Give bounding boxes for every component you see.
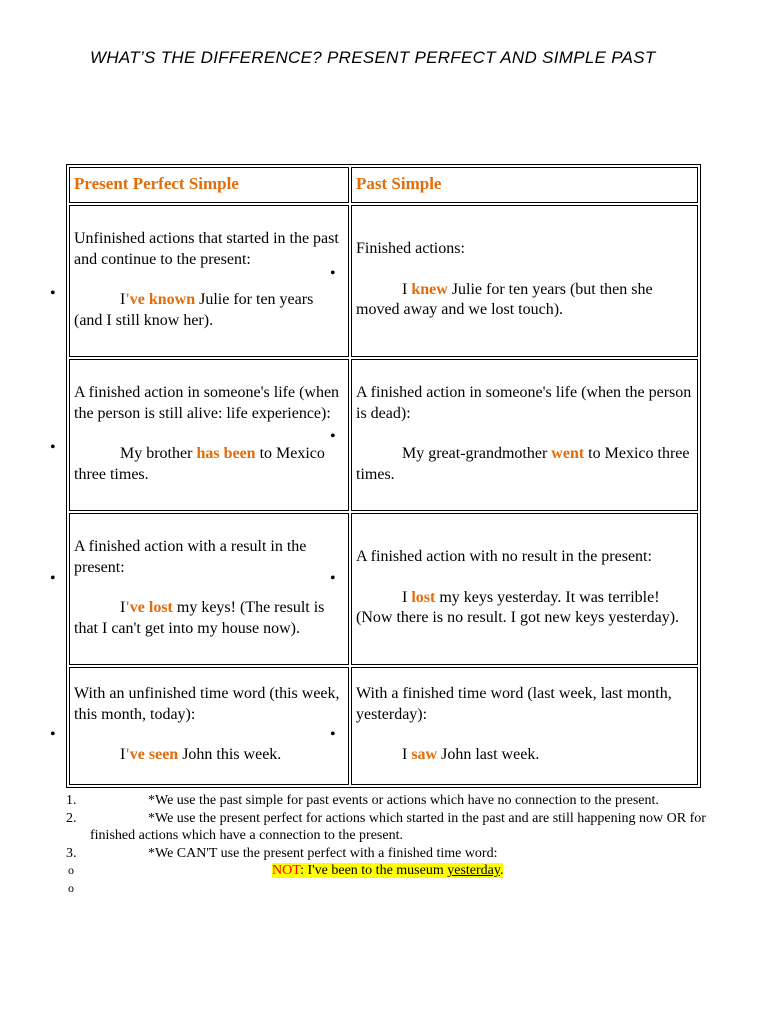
cell-rule: Unfinished actions that started in the past and continue to the present: xyxy=(74,230,339,268)
cell-rule: A finished action in someone's life (when the person is still alive: life experience): xyxy=(74,384,340,422)
page-title: WHAT’S THE DIFFERENCE? PRESENT PERFECT AND SIMPLE PAST xyxy=(90,48,656,67)
header-past-simple: Past Simple xyxy=(351,167,698,203)
bullet-marker: • xyxy=(330,726,336,743)
header-present-perfect: Present Perfect Simple xyxy=(69,167,349,203)
bullet-marker: • xyxy=(330,428,336,445)
list-number: 1. xyxy=(66,793,77,808)
list-number: 3. xyxy=(66,845,77,861)
list-item xyxy=(66,810,706,845)
circle-bullet: o xyxy=(68,863,74,877)
cell-example: I've seen John this week. xyxy=(120,746,282,764)
table-cell xyxy=(351,513,698,665)
not-example: NOT: I've been to the museum yesterday. xyxy=(272,863,504,878)
cell-example: I knew Julie for ten years (but then she moved away and we lost touch). xyxy=(356,280,653,319)
not-label: NOT xyxy=(272,863,301,878)
cell-example: I've lost my keys! (The result is that I can't get into my house now). xyxy=(74,599,325,637)
table-row xyxy=(69,667,698,785)
table-cell xyxy=(351,667,698,785)
note-text: *We CAN'T use the present perfect with a finished time word: xyxy=(148,845,498,861)
table-cell xyxy=(351,205,698,357)
table-cell xyxy=(351,359,698,511)
notes-list xyxy=(66,792,706,898)
example-item xyxy=(66,862,706,880)
cell-example: My great-grandmother went to Mexico three times. xyxy=(356,445,690,483)
verb-highlight: knew xyxy=(411,280,448,298)
cell-rule: Finished actions: xyxy=(356,240,465,258)
list-number: 2. xyxy=(66,810,77,826)
bullet-marker: • xyxy=(50,285,56,302)
list-item xyxy=(66,792,706,810)
cell-example: My brother has been to Mexico three times. xyxy=(74,445,325,483)
verb-highlight: saw xyxy=(411,746,438,764)
table-row xyxy=(69,205,698,357)
comparison-table xyxy=(66,164,701,788)
verb-highlight: lost xyxy=(411,588,436,606)
cell-rule: A finished action with no result in the present: xyxy=(356,548,652,566)
table-cell xyxy=(69,667,349,785)
table-cell xyxy=(69,359,349,511)
cell-rule: With a finished time word (last week, last month, yesterday): xyxy=(356,685,672,723)
cell-example: I saw John last week. xyxy=(402,746,540,764)
cell-rule: With an unfinished time word (this week, this month, today): xyxy=(74,685,340,723)
verb-highlight: 've lost xyxy=(125,599,173,616)
cell-example: I lost my keys yesterday. It was terrible! (Now there is no result. I got new keys yesterday). xyxy=(356,588,680,627)
cell-example: I've known Julie for ten years (and I still know her). xyxy=(74,291,314,329)
bullet-marker: • xyxy=(50,726,56,743)
table-row xyxy=(69,359,698,511)
cell-rule: A finished action with a result in the present: xyxy=(74,538,307,576)
table-cell xyxy=(69,205,349,357)
verb-highlight: went xyxy=(551,445,585,462)
bullet-marker: • xyxy=(50,439,56,456)
empty-item xyxy=(66,880,706,898)
verb-highlight: has been xyxy=(196,445,256,462)
verb-highlight: 've known xyxy=(125,291,196,308)
bullet-marker: • xyxy=(330,265,336,282)
bullet-marker: • xyxy=(50,570,56,587)
circle-bullet: o xyxy=(68,880,74,895)
table-header-row xyxy=(69,167,698,203)
note-text: *We use the present perfect for actions which started in the past and are still happening now OR for finished actions which have a connection to the present. xyxy=(90,810,706,843)
cell-rule: A finished action in someone's life (when the person is dead): xyxy=(356,384,692,422)
note-text: *We use the past simple for past events or actions which have no connection to the present. xyxy=(148,793,659,808)
table-row xyxy=(69,513,698,665)
bullet-marker: • xyxy=(330,570,336,587)
table-cell xyxy=(69,513,349,665)
list-item xyxy=(66,845,706,863)
verb-highlight: 've seen xyxy=(125,746,179,764)
